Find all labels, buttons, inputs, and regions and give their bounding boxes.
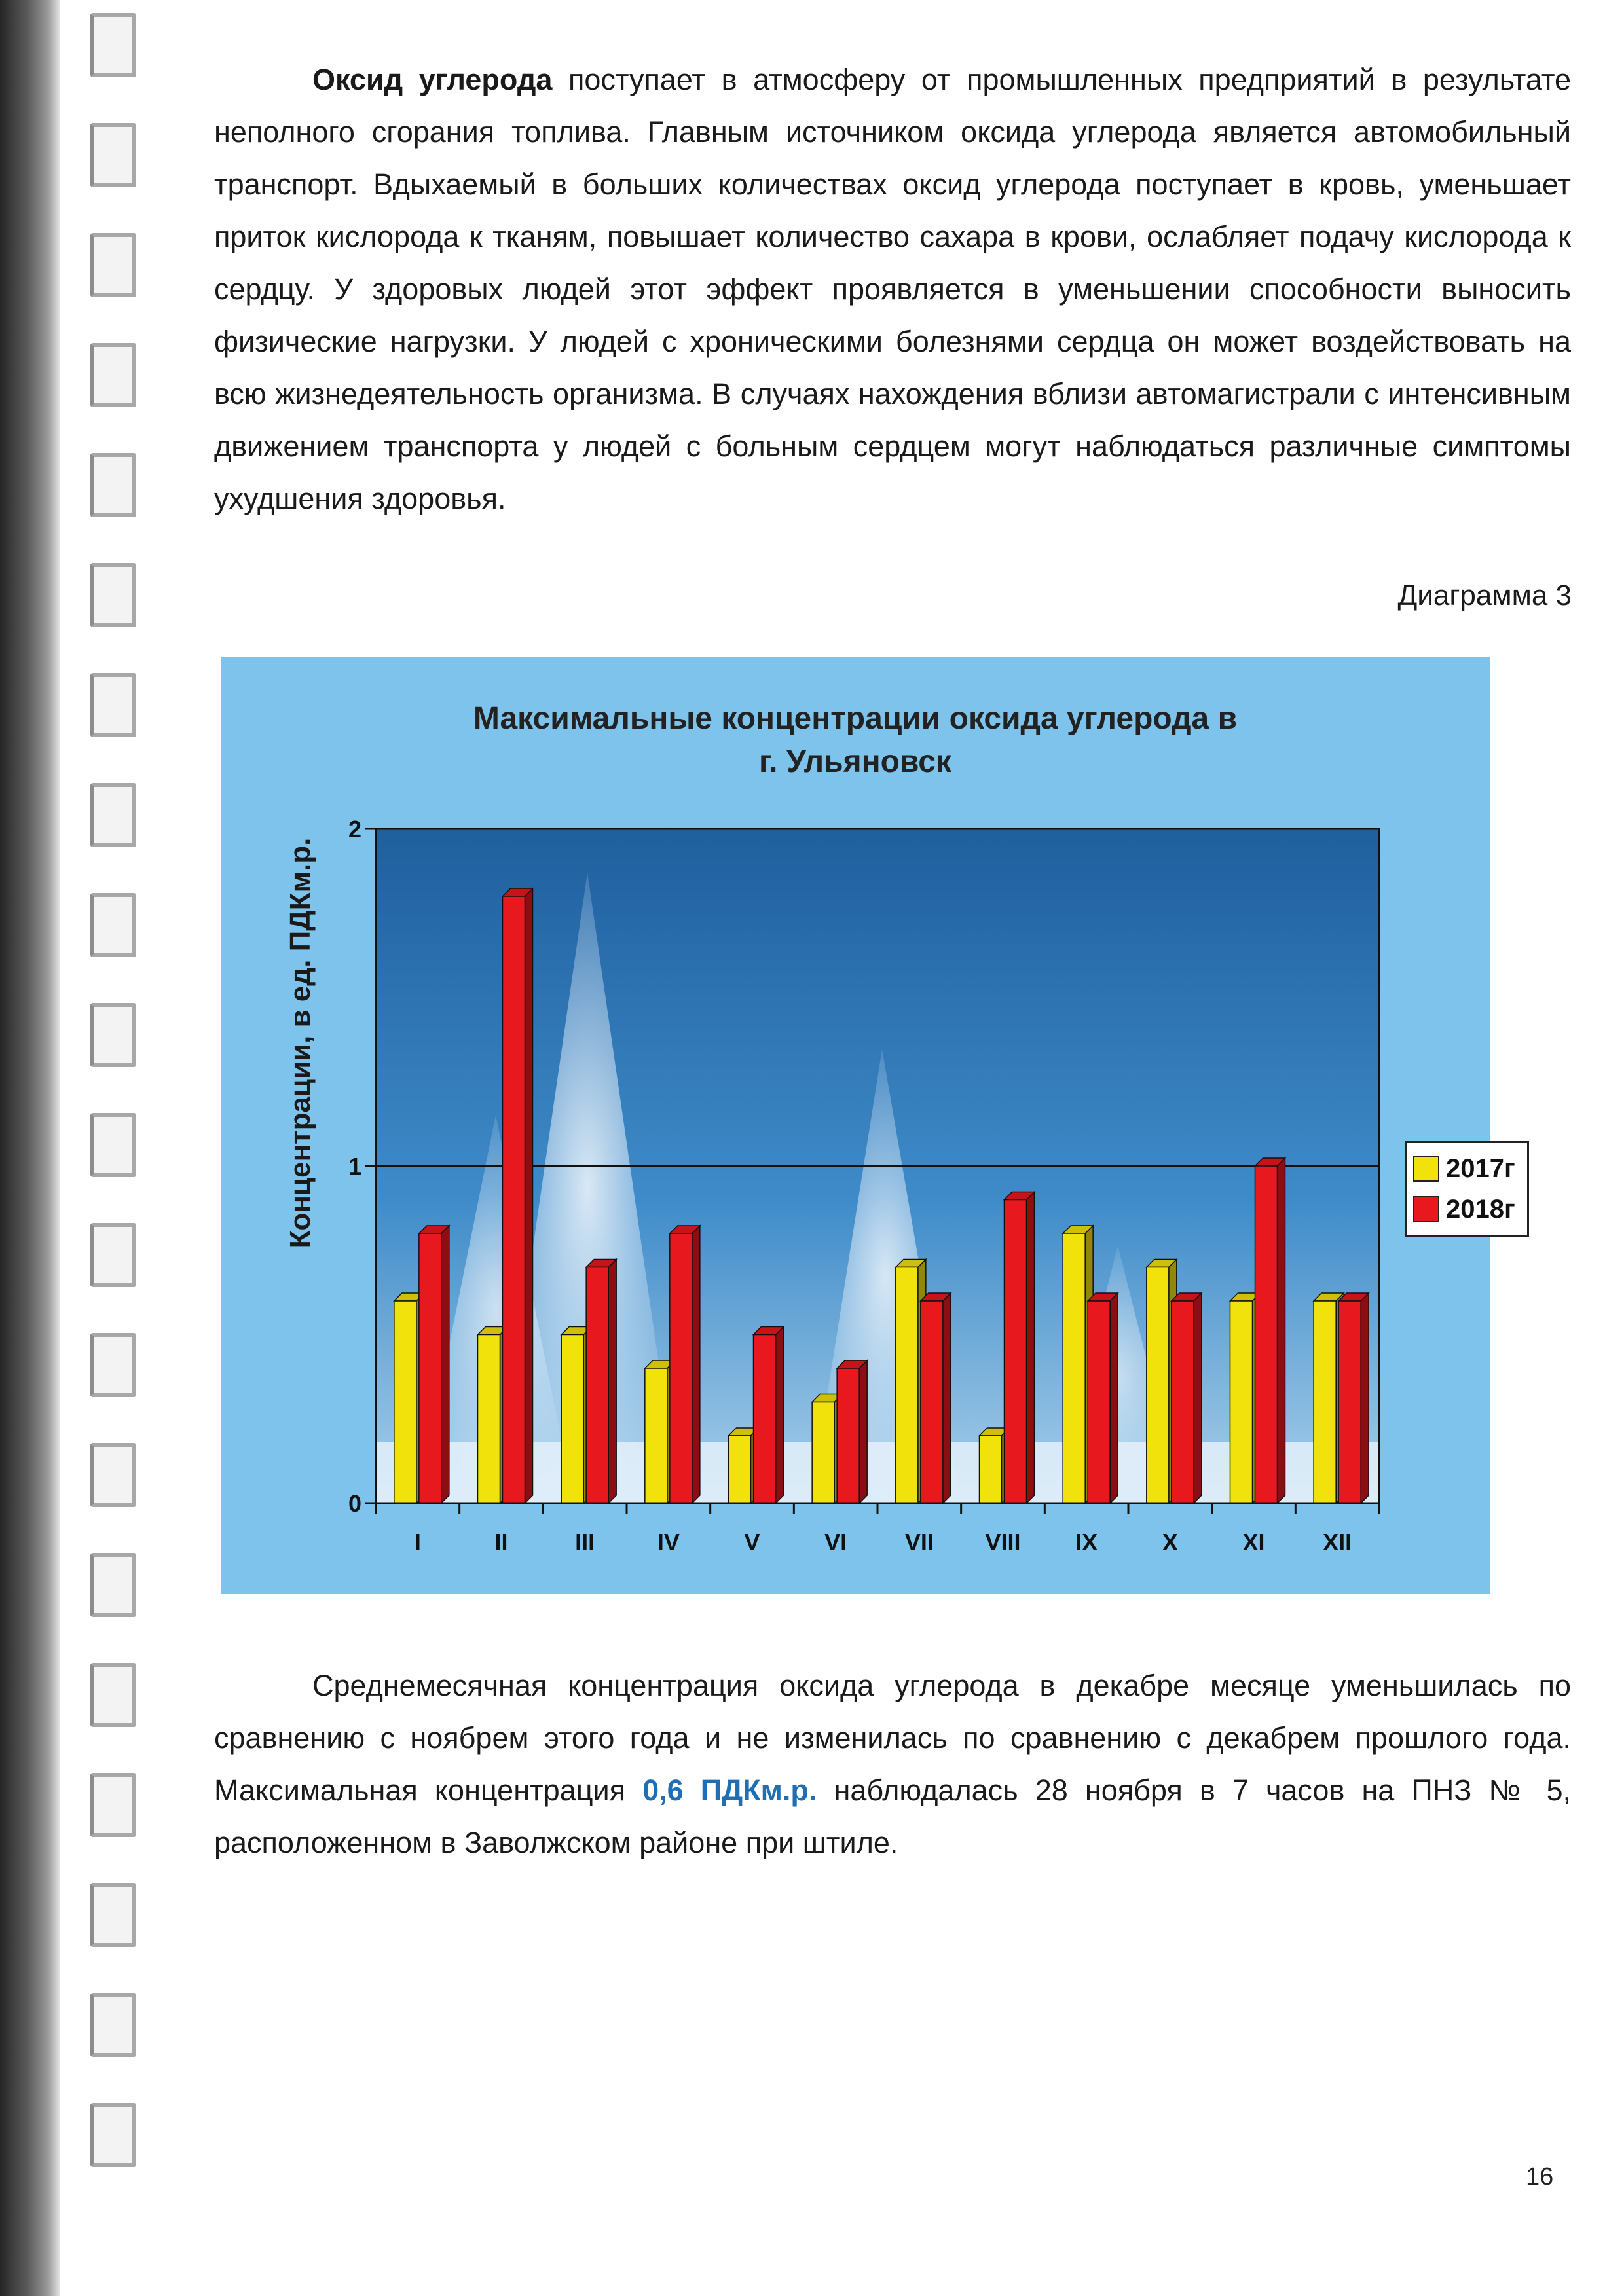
- binding-ring: [90, 1443, 136, 1507]
- x-tick-label-VII: VII: [904, 1529, 934, 1556]
- paragraph-lead-bold: Оксид углерода: [312, 63, 553, 96]
- binding-ring: [90, 1333, 136, 1397]
- binding-ring: [90, 893, 136, 957]
- binding-ring: [90, 1003, 136, 1067]
- bar-2018г-I: [419, 1226, 449, 1503]
- binding-ring: [90, 1553, 136, 1617]
- x-tick-label-X: X: [1162, 1529, 1178, 1556]
- x-tick-label-VI: VI: [824, 1529, 847, 1556]
- bar-2018г-VI: [837, 1360, 867, 1503]
- legend-swatch-2017: [1413, 1156, 1439, 1182]
- binding-ring: [90, 123, 136, 187]
- legend-label-2018: 2018г: [1446, 1194, 1515, 1224]
- bar-2018г-VII: [921, 1293, 951, 1503]
- binding-ring: [90, 2103, 136, 2167]
- x-tick-label-XII: XII: [1323, 1529, 1352, 1556]
- binding-ring: [90, 1883, 136, 1947]
- y-tick-label-0: 0: [348, 1490, 361, 1517]
- bar-2018г-II: [503, 888, 533, 1503]
- chart-title: [221, 697, 1490, 784]
- bar-2018г-IV: [670, 1226, 700, 1503]
- bar-2018г-X: [1172, 1293, 1202, 1503]
- legend-item-2017: [1413, 1148, 1527, 1189]
- diagram-label: Диаграмма 3: [1397, 579, 1572, 611]
- chart-container: [221, 657, 1515, 1594]
- binding-ring: [90, 13, 136, 77]
- binding-ring: [90, 673, 136, 737]
- binding-ring: [90, 1223, 136, 1287]
- binding-ring: [90, 563, 136, 627]
- page-number: 16: [1526, 2163, 1554, 2191]
- bar-2018г-XII: [1338, 1293, 1369, 1503]
- paragraph-december-summary: [214, 1660, 1571, 1869]
- x-tick-label-II: II: [494, 1529, 508, 1556]
- x-tick-label-V: V: [744, 1529, 760, 1556]
- y-tick-label-2: 2: [348, 816, 361, 843]
- legend-item-2018: [1413, 1189, 1527, 1230]
- chart-y-axis-label: Концентрации, в ед. ПДКм.р.: [284, 837, 316, 1248]
- x-tick-label-VIII: VIII: [985, 1529, 1021, 1556]
- summary-text-before: Среднемесячная концентрация оксида углерода в декабре месяце уменьшилась по сравнению с ноябрем этого года и не изменилась по сравнению с декабрем прошлого года. Максимальная концентрация: [214, 1669, 1571, 1807]
- bar-2018г-III: [586, 1260, 616, 1504]
- paragraph-body: поступает в атмосферу от промышленных предприятий в результате неполного сгорания топлива. Главным источником оксида углерода является автомобильный транспорт. Вдыхаемый в больших количествах оксид углерода поступает в кровь, уменьшает приток кислорода к тканям, повышает количество сахара в крови, ослабляет подачу кислорода к сердцу. У здоровых людей этот эффект проявляется в уменьшении способности выносить физические нагрузки. У людей с хроническими болезнями сердца он может воздействовать на всю жизнедеятельность организма. В случаях нахождения вблизи автомагистрали с интенсивным движением транспорта у людей с больным сердцем могут наблюдаться различные симптомы ухудшения здоровья.: [214, 63, 1571, 515]
- binding-ring: [90, 1113, 136, 1177]
- y-tick-label-1: 1: [348, 1153, 361, 1180]
- paragraph-carbon-monoxide: [214, 54, 1571, 525]
- chart-title-line2: г. Ульяновск: [758, 744, 952, 779]
- bar-2018г-XI: [1255, 1158, 1285, 1503]
- binding-ring: [90, 343, 136, 407]
- summary-text-after: наблюдалась 28 ноября в 7 часов на ПНЗ № 5, расположенном в Заволжском районе при штиле.: [214, 1774, 1571, 1859]
- binding-rings: [84, 0, 143, 2296]
- binding-strip: [0, 0, 60, 2296]
- summary-highlight-value: 0,6 ПДКм.р.: [642, 1774, 817, 1807]
- legend-label-2017: 2017г: [1446, 1154, 1515, 1183]
- chart-title-line1: Максимальные концентрации оксида углерода в: [473, 701, 1238, 736]
- legend-swatch-2018: [1413, 1196, 1439, 1222]
- bar-2018г-VIII: [1005, 1192, 1035, 1504]
- x-tick-label-III: III: [575, 1529, 595, 1556]
- x-tick-label-I: I: [414, 1529, 421, 1556]
- bar-2018г-IX: [1088, 1293, 1118, 1503]
- binding-ring: [90, 453, 136, 517]
- bar-chart: [221, 657, 1490, 1594]
- x-tick-label-IV: IV: [657, 1529, 680, 1556]
- binding-ring: [90, 783, 136, 847]
- chart-legend: [1405, 1141, 1529, 1237]
- binding-ring: [90, 233, 136, 297]
- x-tick-label-XI: XI: [1242, 1529, 1265, 1556]
- binding-ring: [90, 1993, 136, 2057]
- bar-2018г-V: [754, 1327, 784, 1504]
- binding-ring: [90, 1663, 136, 1727]
- binding-ring: [90, 1773, 136, 1837]
- x-tick-label-IX: IX: [1075, 1529, 1098, 1556]
